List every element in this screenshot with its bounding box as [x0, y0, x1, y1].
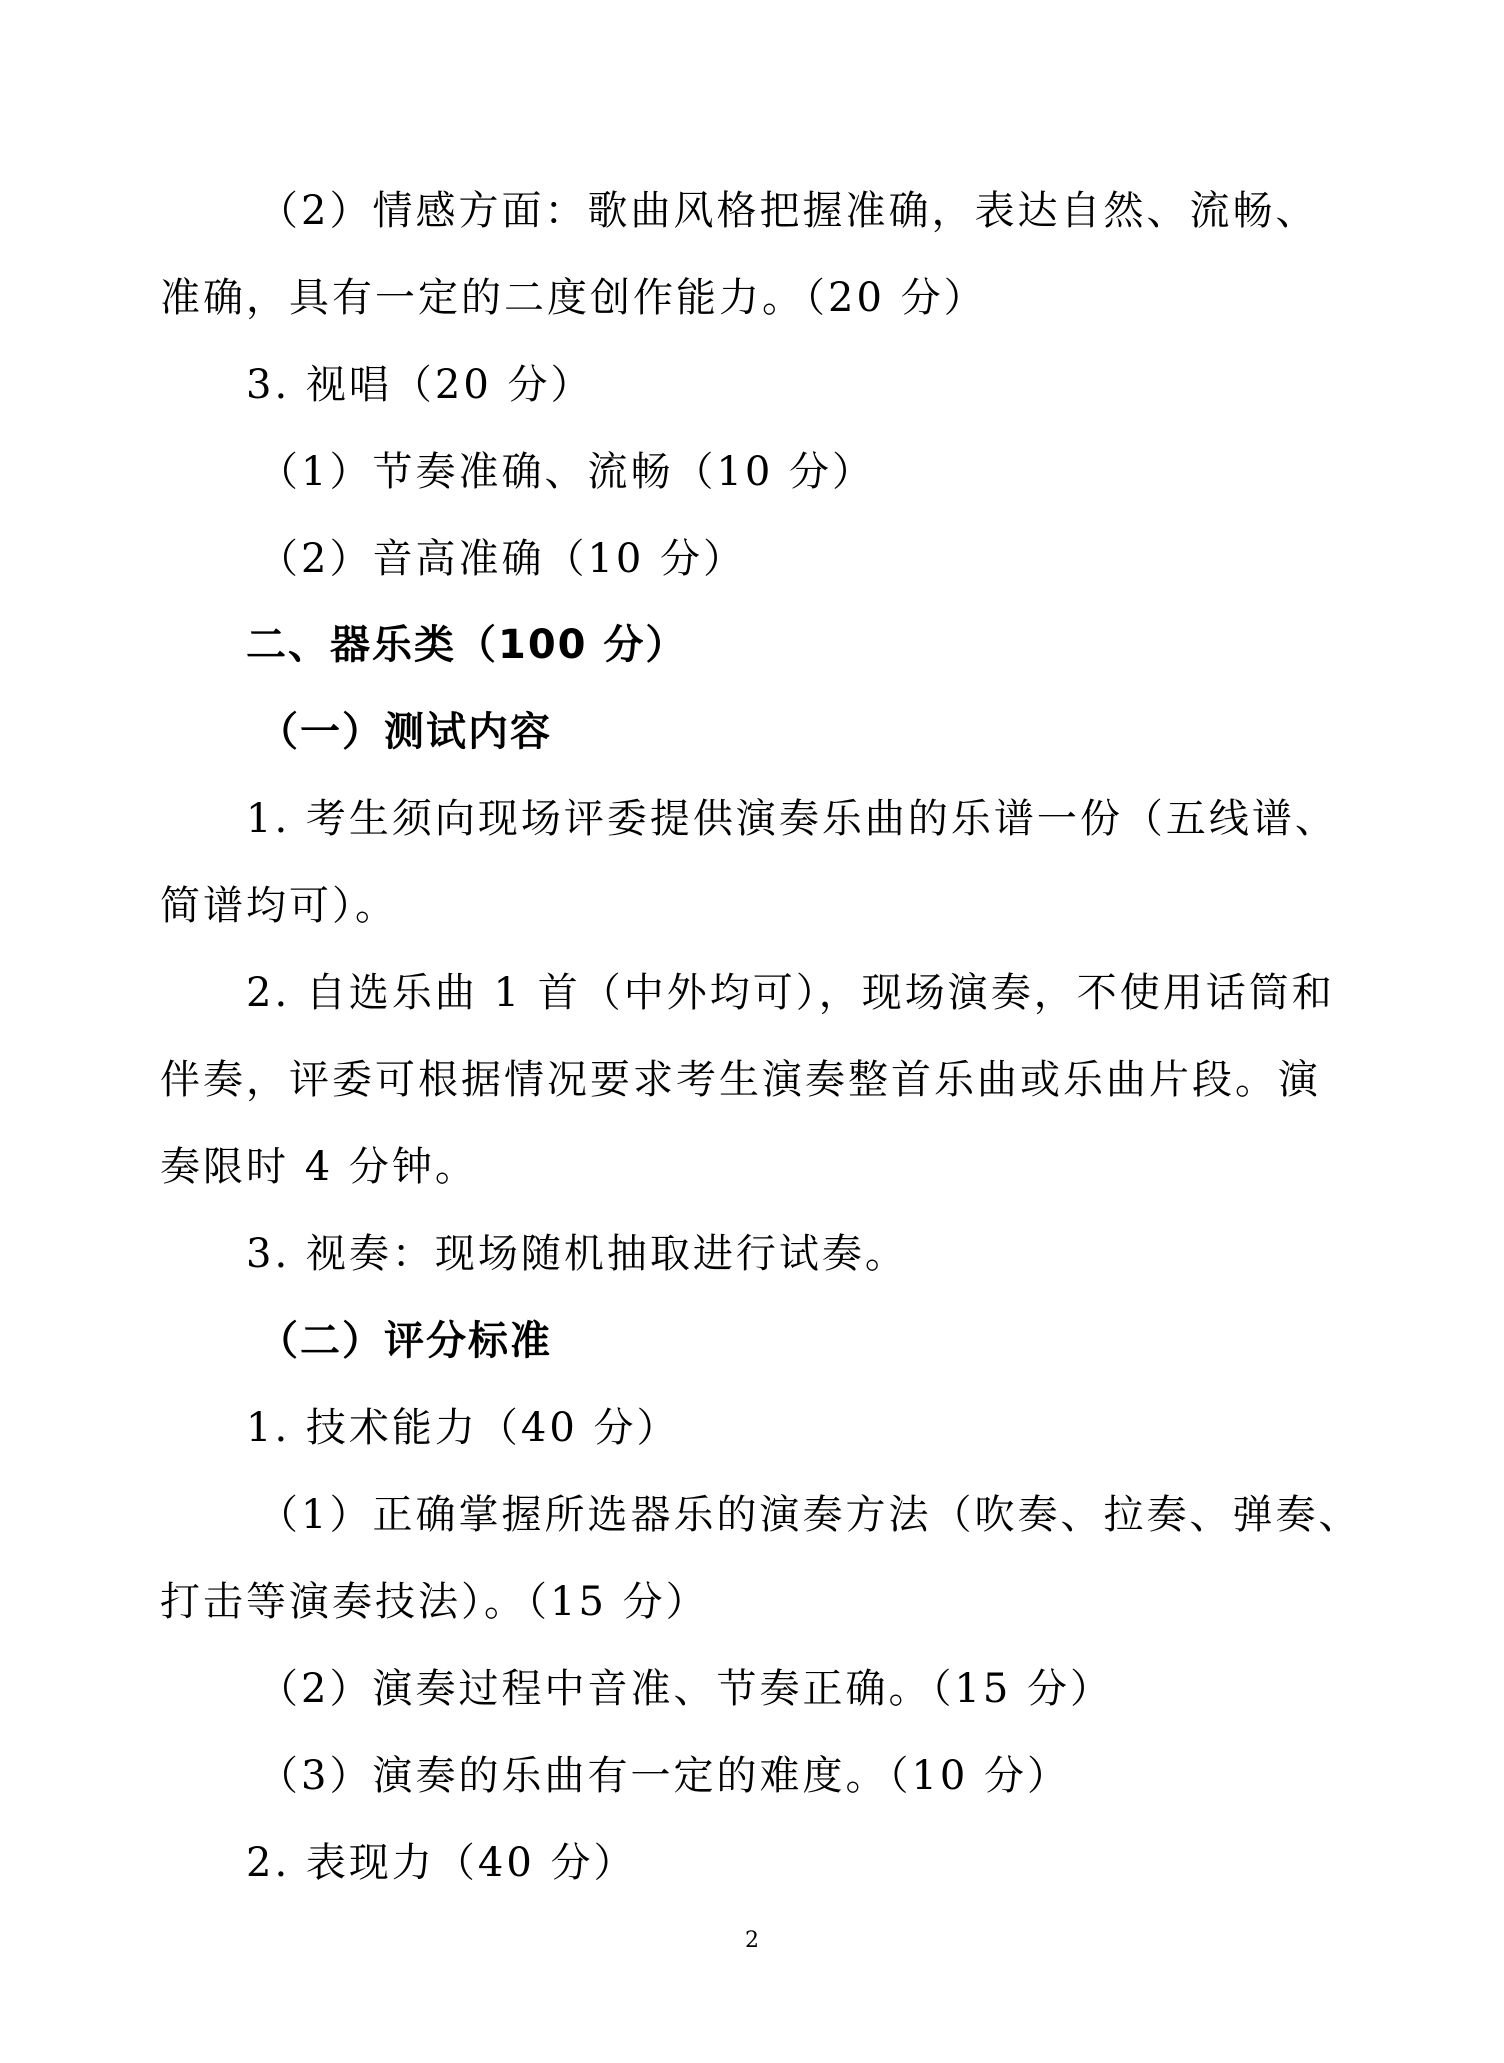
paragraph-line: 简谱均可）。: [160, 883, 398, 929]
paragraph-line: 打击等演奏技法）。（15 分）: [160, 1579, 709, 1625]
paragraph-line: （2）音高准确（10 分）: [258, 536, 747, 582]
paragraph-line: （1）正确掌握所选器乐的演奏方法（吹奏、拉奏、弹奏、: [258, 1492, 1362, 1538]
paragraph-line: 奏限时 4 分钟。: [160, 1144, 478, 1190]
subsection-heading: （二）评分标准: [258, 1318, 552, 1364]
paragraph-line: （2）演奏过程中音准、节奏正确。（15 分）: [258, 1666, 1114, 1712]
subsection-heading: （一）测试内容: [258, 709, 552, 755]
section-heading: 2. 表现力（40 分）: [246, 1840, 637, 1886]
paragraph-line: 准确，具有一定的二度创作能力。（20 分）: [160, 275, 987, 321]
section-heading: 1. 技术能力（40 分）: [246, 1405, 680, 1451]
paragraph-line: 3. 视奏：现场随机抽取进行试奏。: [246, 1231, 908, 1277]
chapter-heading: 二、器乐类（100 分）: [246, 622, 688, 668]
paragraph-line: （3）演奏的乐曲有一定的难度。（10 分）: [258, 1753, 1071, 1799]
page-number: 2: [745, 1928, 759, 1953]
paragraph-line: 伴奏，评委可根据情况要求考生演奏整首乐曲或乐曲片段。演: [160, 1057, 1321, 1103]
section-heading: 3. 视唱（20 分）: [246, 362, 594, 408]
paragraph-line: （2）情感方面：歌曲风格把握准确，表达自然、流畅、: [258, 188, 1319, 234]
paragraph-line: （1）节奏准确、流畅（10 分）: [258, 449, 876, 495]
paragraph-line: 2. 自选乐曲 1 首（中外均可），现场演奏，不使用话筒和: [246, 970, 1335, 1016]
paragraph-line: 1. 考生须向现场评委提供演奏乐曲的乐谱一份（五线谱、: [246, 796, 1338, 842]
